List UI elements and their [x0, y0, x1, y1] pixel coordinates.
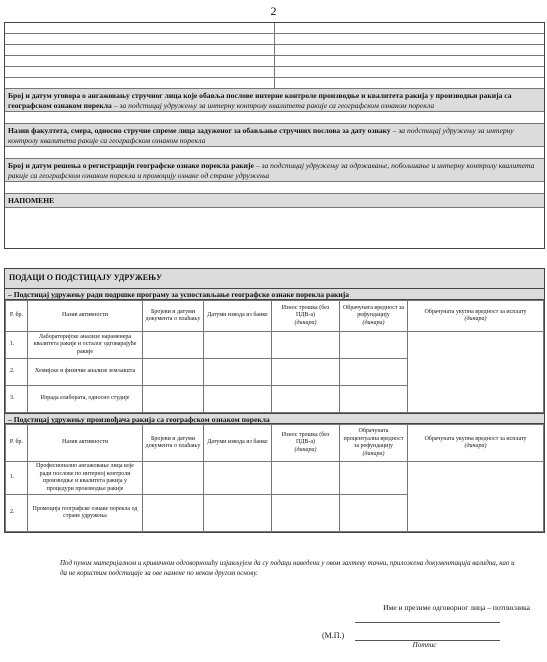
row-number: 1.: [6, 332, 28, 359]
col-statements: Датуми извода из банке: [204, 301, 272, 332]
blank-row: [5, 78, 544, 89]
calc-cell[interactable]: [340, 462, 408, 495]
activity-name: Лабораторијске анализе нараменера квалитета ракије и осталог одговарајуће ракије: [28, 332, 143, 359]
docs-cell[interactable]: [143, 332, 204, 359]
col-docs: Бројеви и датуми документа о плаћању: [143, 425, 204, 462]
activity-name: Промоција географске ознаке порекла од стране удружења: [28, 495, 143, 532]
activity-name: Израда елабората, односно студије: [28, 386, 143, 413]
total-cell[interactable]: [408, 462, 544, 532]
col-amount: Износ трошка (без ПДВ-а) (динара): [272, 425, 340, 462]
table-row: [6, 332, 544, 359]
col-docs: Бројеви и датуми документа о плаћању: [143, 301, 204, 332]
calc-cell[interactable]: [340, 495, 408, 532]
docs-cell[interactable]: [143, 462, 204, 495]
signature-label: Потпис: [412, 641, 437, 649]
statements-cell[interactable]: [204, 386, 272, 413]
support-table: [4, 268, 545, 533]
activity-name: Хемијске и физичке анализе земљишта: [28, 359, 143, 386]
statements-cell[interactable]: [204, 332, 272, 359]
statements-cell[interactable]: [204, 495, 272, 532]
faculty-field[interactable]: [5, 147, 544, 159]
statements-cell[interactable]: [204, 462, 272, 495]
amount-cell[interactable]: [272, 386, 340, 413]
col-calc: Обрачуната вредност за рефундацију (динара): [340, 301, 408, 332]
blank-row: [5, 67, 544, 78]
section2-title: – Подстицај удружењу произвођача ракија са географском ознаком порекла: [5, 413, 544, 424]
decision-field[interactable]: [5, 182, 544, 194]
stamp-label: (М.П.): [322, 631, 345, 640]
docs-cell[interactable]: [143, 495, 204, 532]
docs-cell[interactable]: [143, 386, 204, 413]
notes-label: НАПОМЕНЕ: [5, 194, 544, 208]
support-table-title: ПОДАЦИ О ПОДСТИЦАЈУ УДРУЖЕЊУ: [5, 269, 544, 289]
amount-cell[interactable]: [272, 462, 340, 495]
row-number: 2.: [6, 359, 28, 386]
notes-field[interactable]: [5, 208, 544, 248]
section2-table: [5, 424, 544, 532]
decision-label: Број и датум решења о регистрацији географске ознаке порекла ракије – за подстицај удружењу за одржавање, побољшање и интерну контролу квалитета ракије са географском ознаком порекла и промоцију ознаке од стране удружења: [5, 159, 544, 182]
calc-cell[interactable]: [340, 386, 408, 413]
row-number: 2.: [6, 495, 28, 532]
statements-cell[interactable]: [204, 359, 272, 386]
activity-name: Професионално ангажовање лица које ради послове по интерној контроли производње и квалитета ракија у процедури производње ракије: [28, 462, 143, 495]
col-amount: Износ трошка (без ПДВ-а) (динара): [272, 301, 340, 332]
declaration-text: Под пуном материјалном и кривичном одговорношћу изјављујем да су подаци наведени у овом захтеву тачни, приложена документација валидна, као и да не користим подстицаје за ове намене по неком другом основу.: [60, 559, 515, 577]
docs-cell[interactable]: [143, 359, 204, 386]
amount-cell[interactable]: [272, 495, 340, 532]
col-statements: Датуми извода из банке: [204, 425, 272, 462]
col-no: Р. бр.: [6, 425, 28, 462]
contract-label: Број и датум уговора о ангажовању стручног лица које обавља послове интерне контроле производње и квалитета ракија у производњи ракија са географском ознаком порекла – за подстицај удружењу за интерну контролу квалитета ракије са географском ознаком порекла: [5, 89, 544, 112]
calc-cell[interactable]: [340, 332, 408, 359]
blank-row: [5, 56, 544, 67]
col-activity: Назив активности: [28, 425, 143, 462]
faculty-label: Назив факултета, смера, односно стручне спреме лица задуженог за обављање стручних послова за дату ознаку – за подстицај удружењу за интерну контролу квалитета ракије са географском ознаком порекла: [5, 124, 544, 147]
row-number: 3.: [6, 386, 28, 413]
blank-row: [5, 34, 544, 45]
table-row: [6, 462, 544, 495]
info-table: [4, 22, 545, 249]
blank-row: [5, 45, 544, 56]
blank-row: [5, 23, 544, 34]
col-total: Обрачуната укупна вредност за исплату (динара): [408, 301, 544, 332]
contract-field[interactable]: [5, 112, 544, 124]
col-no: Р. бр.: [6, 301, 28, 332]
col-total: Обрачуната укупна вредност за исплату (динара): [408, 425, 544, 462]
amount-cell[interactable]: [272, 359, 340, 386]
signer-name-label: Име и презиме одговорног лица – потписника: [383, 603, 530, 612]
amount-cell[interactable]: [272, 332, 340, 359]
calc-cell[interactable]: [340, 359, 408, 386]
section1-title: – Подстицај удружењу ради подршке програму за успостављање географске ознаке порекла ракија: [5, 289, 544, 300]
page-number: 2: [270, 4, 277, 18]
col-calc: Обрачуната процентуална вредност за рефундацију (динара): [340, 425, 408, 462]
total-cell[interactable]: [408, 332, 544, 413]
col-activity: Назив активности: [28, 301, 143, 332]
row-number: 1.: [6, 462, 28, 495]
section1-table: [5, 300, 544, 413]
signer-name-line[interactable]: [355, 622, 500, 623]
